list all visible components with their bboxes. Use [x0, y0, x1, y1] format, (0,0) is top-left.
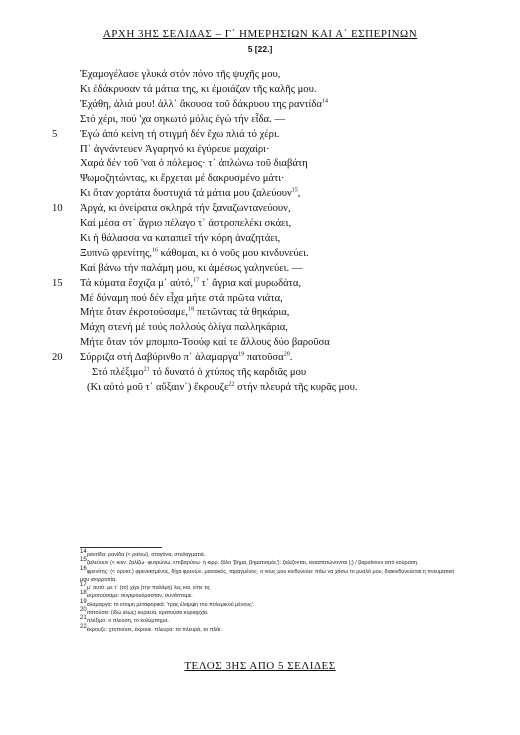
line-text [80, 292, 283, 305]
verse-text: Ἐχαμογέλασε γλυκά στόν πόνο τῆς ψυχῆς μου, [80, 69, 281, 80]
page-number: 5 [22.] [247, 44, 273, 54]
footnote-text: φρενίτης: (< ορυκτ.) φρενιασμένος, δίχα φρενών, μανιακός, ταραγμένος· ο νους μου κινδυνεύει: πάω να χάσω το μυαλό μου, διακινδυνεύεται η πνευματική μου ισορροπία. [80, 568, 455, 583]
verse-text: στήν πλευρά τῆς κυρᾶς μου. [234, 381, 358, 393]
footnote-item [80, 623, 458, 634]
footnote-number: 14 [80, 549, 87, 556]
footnote-text: ραντίδα: ρανίδα (< ραίνω), σταγόνα, σταλαγματιά. [86, 552, 206, 558]
verse-text: πετῶντας τά θηκάρια, [194, 307, 290, 319]
line-number: 20 [52, 352, 63, 364]
footnote-item [80, 559, 458, 567]
footnote-item [80, 598, 458, 609]
verse-text: Στό χέρι, πού 'χα σηκωτό μόλις ἐγώ τήν εἶδα. — [80, 113, 285, 125]
verse-text: Καί μέσα στ᾽ ἄγριο πέλαγο τ᾽ ἀστροπελέκι σκάει, [80, 218, 292, 229]
verse-text: τό δυνατό ὁ χτύπος τῆς καρδιᾶς μου [149, 367, 307, 378]
line-number: 15 [52, 277, 63, 289]
verse-text: Τά κύματα ἔσχιζα μ᾽ αὐτό, [80, 277, 193, 289]
verse-text: Μέ δύναμη πού δέν εἶχα μήτε στά πρῶτα νιάτα, [80, 292, 283, 304]
verse-text: (Κι αὐτό μοῦ τ᾽ αὔξαιν᾽) ἔκρουζε [87, 381, 229, 393]
footnote-text: ζαλεύουν (< κοιν. ζαλίζω· φυτρώνω, επιβαρύνω· ή κιρρ. ζάλο 'βήμα, βηματισμός'): ζαλίζονται, αναστατώνονται (;) / βαραίνουν από κούραση. [86, 560, 419, 567]
verse-text: Κι ἡ θάλασσα να καταπιεῖ τήν κόρη ἀναζητάει, [80, 232, 281, 244]
line-text [80, 113, 285, 126]
footnote-ref: 18 [188, 306, 195, 313]
footnote-ref: 21 [143, 366, 150, 373]
line-text [80, 128, 279, 141]
verse-text: Κι ἐδάκρυσαν τά μάτια της, κι ἐμοιάζαν τῆς καλῆς μου. [80, 83, 317, 95]
verse-text: . [289, 352, 293, 364]
footnote-item [80, 592, 458, 600]
footnote-number: 19 [80, 598, 87, 605]
verse-text: Μήτε ὅταν τόν μπομπο-Τσούφ καί τε ἄλλους δύο βαροῦσα [80, 337, 330, 349]
line-number: 5 [52, 128, 58, 140]
footnote-ref: 19 [238, 351, 245, 358]
footnote-text: μ᾽ αυτό: με τ᾽ (το) χέρι (την παλάμη) λες και, είπε τις [86, 585, 211, 592]
footnote-number: 17 [80, 582, 87, 589]
footnote-ref: 14 [321, 98, 328, 105]
footnote-number: 22 [80, 623, 87, 630]
footnote-item [80, 609, 458, 617]
line-text [80, 277, 301, 290]
verse-text: Π᾽ ἀγνάντευεν Ἀγαρηνό κι ἐγύρευε μαχαίρι· [80, 143, 270, 155]
verse-text: Στό πλέξιμο [92, 367, 144, 378]
verse-text: Κι ὅταν χορτάτα δυστυχιά τά μάτια μου ζαλεύουν [80, 188, 292, 200]
footnote-item [80, 617, 458, 625]
footnote-item [80, 551, 458, 559]
footnote-item [80, 565, 458, 585]
verse-text: Ψωμοζητώντας, κι ἔρχεται μέ δακρυσμένο μάτι· [80, 173, 285, 185]
verse-text: Ἐγώ ἀπό κείνη τή στιγμή δέν ἔχω πλιά τό χέρι. [80, 128, 280, 140]
footnote-text: έκρουζε: χτυπούσε, έκρουε· πλευρα: τα πλευρά, το πλάι. [86, 626, 222, 633]
verse-text: τ᾽ ἄγρια καί μυρωδάτα, [198, 277, 302, 289]
footnote-ref: 16 [151, 247, 158, 254]
footnote-text: πλέξιμο: ο πλεύση, το κολύμπημα. [86, 618, 169, 625]
footnote-number: 15 [80, 557, 87, 564]
line-text [80, 351, 292, 364]
verse-text: Ἀργά, κι ὀνείρατα σκληρά τήν ξαναζωντανεύουν, [80, 203, 291, 215]
line-text [80, 98, 328, 111]
line-text [80, 262, 302, 275]
footnote-ref: 20 [283, 351, 290, 358]
verse-text: Καί βάνω τήν παλάμη μου, κι ἀμέσως γαληνεύει. — [80, 262, 303, 274]
line-text [80, 306, 289, 319]
line-text [80, 187, 300, 200]
line-text [80, 217, 291, 230]
footnote-text: αλαμαργα: το ετοιμη μεταφορικά: 'τρας έλαμψη του πολεμικού μένους'. [86, 601, 255, 608]
line-text [80, 143, 270, 156]
page-footer: ΤΕΛΟΣ 3ΗΣ ΑΠΟ 5 ΣΕΛΙΔΕΣ [184, 660, 336, 672]
verse-text: Μήτε ὅταν ἐκροτούσαμε, [80, 307, 189, 319]
verse-text: Μάχη στενή μέ τούς πολλούς ὀλίγα παλληκάρια, [80, 322, 288, 334]
page-header-title: ΑΡΧΗ 3ΗΣ ΣΕΛΙΔΑΣ – Γ΄ ΗΜΕΡΗΣΙΩΝ ΚΑΙ Α΄ ΕΣΠΕΡΙΝΩΝ [102, 28, 418, 40]
footnote-text: πατούσα: (ιδώ ιιλως) κυρίευα, κρατούσα κυριαρχία. [86, 610, 209, 617]
verse-text: πατοῦσα [244, 352, 284, 364]
footnote-number: 21 [80, 615, 87, 622]
footnote-number: 20 [80, 607, 87, 614]
line-text [80, 321, 288, 334]
line-text [80, 68, 280, 81]
line-text [80, 336, 330, 349]
line-text [80, 232, 280, 245]
footnote-number: 18 [80, 590, 87, 597]
verse-text: Ξυπνῶ φρενίτης, [80, 247, 152, 259]
footnotes [80, 551, 458, 634]
verse-text: , [297, 188, 301, 200]
verse-text: κάθομαι, κι ὁ νοῦς μου κινδυνεύει. [157, 247, 309, 259]
line-text [92, 366, 306, 379]
line-text [80, 202, 291, 215]
footnote-text: εκροτούσαμε: συγκρουόμασταν, συνάπταμε. [86, 593, 193, 600]
line-text [80, 157, 308, 170]
footnote-ref: 22 [228, 381, 235, 388]
footnote-item [80, 584, 458, 592]
verse-text: Χαρά δέν τοῦ 'ναι ὁ πόλεμος· τ᾽ ἁπλώνω τοῦ διαβάτη [80, 158, 308, 170]
line-text [80, 83, 316, 96]
footnote-number: 16 [80, 565, 87, 572]
line-text [80, 172, 285, 185]
footnote-ref: 17 [192, 277, 199, 284]
footnote-ref: 15 [291, 187, 298, 194]
verse-text: Σύρριζα στή Δαβύρινθο π᾽ ἀλαμαργα [80, 352, 239, 364]
line-text [87, 381, 358, 394]
line-text [80, 247, 309, 260]
verse-text: Ἐχάθη, ἀλιά μου! ἀλλ᾽ ἄκουσα τοῦ δάκρυου της ραντίδα [80, 98, 322, 110]
footnote-divider [80, 547, 162, 548]
line-number: 10 [52, 203, 63, 215]
